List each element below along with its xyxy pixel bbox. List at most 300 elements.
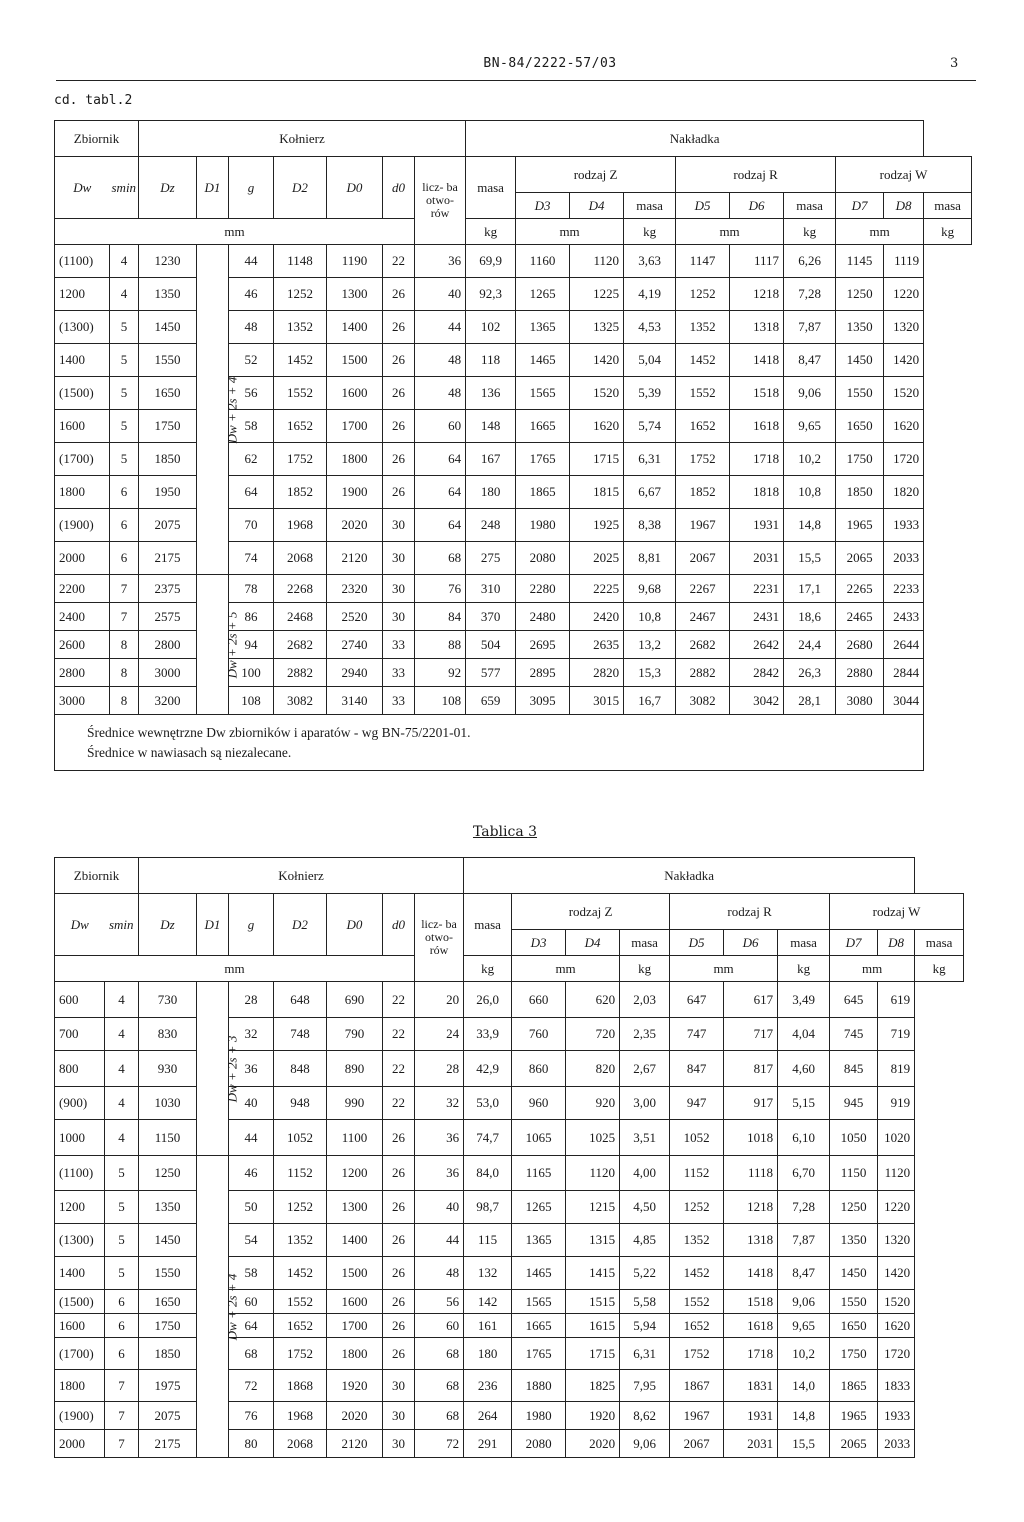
table-cell: 1550 bbox=[836, 377, 884, 410]
table-cell: 16,7 bbox=[624, 687, 676, 715]
table-cell: 4,60 bbox=[778, 1051, 830, 1087]
table-cell: 142 bbox=[464, 1290, 512, 1314]
table-cell: 264 bbox=[464, 1402, 512, 1430]
table-cell: 1931 bbox=[724, 1402, 778, 1430]
table-cell: 1650 bbox=[139, 377, 197, 410]
table-cell: 1868 bbox=[274, 1370, 327, 1402]
table-cell: 3082 bbox=[676, 687, 730, 715]
table-cell: 44 bbox=[229, 1120, 274, 1156]
table-cell: (900) bbox=[55, 1087, 105, 1120]
table-cell: 3080 bbox=[836, 687, 884, 715]
table-cell: 660 bbox=[512, 982, 566, 1018]
table-cell: 9,06 bbox=[784, 377, 836, 410]
table-cell: 1400 bbox=[55, 344, 110, 377]
table-cell: 1450 bbox=[830, 1257, 878, 1290]
table-cell: 720 bbox=[566, 1018, 620, 1051]
table-cell: 3015 bbox=[570, 687, 624, 715]
table-cell: 2068 bbox=[274, 542, 327, 575]
d1-formula-cell bbox=[197, 1156, 240, 1458]
table-cell: 26 bbox=[383, 311, 415, 344]
table-cell: 830 bbox=[139, 1018, 197, 1051]
table-cell: 2068 bbox=[274, 1430, 327, 1458]
table-cell: 26 bbox=[383, 443, 415, 476]
table-cell: 2882 bbox=[676, 659, 730, 687]
table-cell: 68 bbox=[415, 542, 466, 575]
table-cell: 845 bbox=[830, 1051, 878, 1087]
table-row bbox=[55, 509, 972, 542]
table-cell: 1030 bbox=[139, 1087, 197, 1120]
table-cell: 2468 bbox=[274, 603, 327, 631]
table-cell: 69,9 bbox=[466, 245, 516, 278]
table-cell: 3000 bbox=[55, 687, 110, 715]
table-cell: 1800 bbox=[55, 476, 110, 509]
table-cell: 1718 bbox=[730, 443, 784, 476]
table-cell: 26 bbox=[383, 1120, 415, 1156]
unit-mm-w: mm bbox=[836, 219, 924, 245]
header-d1: D1 bbox=[197, 157, 229, 219]
header-masa-w: masa bbox=[924, 193, 972, 219]
table-cell: 40 bbox=[415, 1191, 464, 1224]
table-cell: 719 bbox=[878, 1018, 915, 1051]
table-cell: 948 bbox=[274, 1087, 327, 1120]
table-cell: 730 bbox=[139, 982, 197, 1018]
table-cell: 54 bbox=[229, 1224, 274, 1257]
table-cell: 94 bbox=[229, 631, 274, 659]
t3-header-d2: D2 bbox=[274, 894, 327, 956]
table-cell: 920 bbox=[566, 1087, 620, 1120]
table-cell: 1565 bbox=[512, 1290, 566, 1314]
table-cell: (1900) bbox=[55, 509, 110, 542]
table-cell: 1215 bbox=[566, 1191, 620, 1224]
header-masa-z: masa bbox=[624, 193, 676, 219]
table-cell: 1967 bbox=[670, 1402, 724, 1430]
table-row bbox=[55, 1257, 964, 1290]
table-cell: 1650 bbox=[830, 1314, 878, 1338]
table-cell: 1415 bbox=[566, 1257, 620, 1290]
table-row bbox=[55, 278, 972, 311]
table-cell: 7,87 bbox=[784, 311, 836, 344]
table-cell: 6,70 bbox=[778, 1156, 830, 1191]
t3-unit-mm: mm bbox=[55, 956, 415, 982]
table-cell: 26 bbox=[383, 1224, 415, 1257]
table-cell: 48 bbox=[415, 344, 466, 377]
table-cell: 48 bbox=[415, 1257, 464, 1290]
table-cell: 2265 bbox=[836, 575, 884, 603]
table-cell: 1980 bbox=[512, 1402, 566, 1430]
table-cell: 40 bbox=[229, 1087, 274, 1120]
table-cell: 1200 bbox=[55, 278, 110, 311]
page-number: 3 bbox=[950, 56, 959, 71]
table-cell: 1350 bbox=[139, 1191, 197, 1224]
table-cell: 819 bbox=[878, 1051, 915, 1087]
table-cell: 1720 bbox=[884, 443, 924, 476]
table-cell: 1160 bbox=[516, 245, 570, 278]
table-cell: 36 bbox=[415, 245, 466, 278]
table-cell: 3095 bbox=[516, 687, 570, 715]
table-cell: 1552 bbox=[670, 1290, 724, 1314]
table-cell: 8,47 bbox=[784, 344, 836, 377]
table-cell: 990 bbox=[327, 1087, 383, 1120]
table-cell: 28 bbox=[229, 982, 274, 1018]
t3-header-d0-small: d0 bbox=[383, 894, 415, 956]
table-cell: 33 bbox=[383, 631, 415, 659]
table-cell: 22 bbox=[383, 1018, 415, 1051]
header-rule bbox=[56, 80, 976, 81]
table-cell: 2031 bbox=[730, 542, 784, 575]
table-cell: 56 bbox=[229, 377, 274, 410]
table-cell: 2000 bbox=[55, 542, 110, 575]
table-cell: 26 bbox=[383, 1257, 415, 1290]
table-cell: 2800 bbox=[55, 659, 110, 687]
table-cell: 26 bbox=[383, 1156, 415, 1191]
table-cell: 115 bbox=[464, 1224, 512, 1257]
table-2-continuation bbox=[54, 120, 972, 771]
table-cell: (1100) bbox=[55, 1156, 105, 1191]
table-cell: 1000 bbox=[55, 1120, 105, 1156]
table-row bbox=[55, 1402, 964, 1430]
table-cell: 1550 bbox=[139, 344, 197, 377]
header-smin: smin bbox=[110, 157, 139, 219]
table-cell: 48 bbox=[229, 311, 274, 344]
table-cell: 2268 bbox=[274, 575, 327, 603]
table-row bbox=[55, 476, 972, 509]
table-cell: 5,22 bbox=[620, 1257, 670, 1290]
table-cell: (1300) bbox=[55, 1224, 105, 1257]
table-cell: 5,74 bbox=[624, 410, 676, 443]
table-cell: 2280 bbox=[516, 575, 570, 603]
table-cell: 52 bbox=[229, 344, 274, 377]
table-cell: 5 bbox=[110, 311, 139, 344]
table-cell: 1550 bbox=[139, 1257, 197, 1290]
table-cell: 1552 bbox=[676, 377, 730, 410]
table-cell: 1520 bbox=[878, 1290, 915, 1314]
table-cell: 1618 bbox=[724, 1314, 778, 1338]
header-liczba: licz- ba otwo- rów bbox=[415, 157, 466, 245]
table-cell: 72 bbox=[229, 1370, 274, 1402]
table-cell: 2480 bbox=[516, 603, 570, 631]
table-cell: 60 bbox=[415, 1314, 464, 1338]
table-cell: 1550 bbox=[830, 1290, 878, 1314]
table-cell: 2740 bbox=[327, 631, 383, 659]
table-row bbox=[55, 542, 972, 575]
table-cell: 42,9 bbox=[464, 1051, 512, 1087]
table-cell: 28,1 bbox=[784, 687, 836, 715]
table-cell: 1752 bbox=[670, 1338, 724, 1370]
table-cell: 10,2 bbox=[778, 1338, 830, 1370]
t3-header-zbiornik: Zbiornik bbox=[55, 858, 139, 894]
t3-header-masa-w: masa bbox=[915, 930, 964, 956]
table-cell: 72 bbox=[415, 1430, 464, 1458]
table-cell: 4,50 bbox=[620, 1191, 670, 1224]
table-cell: 2520 bbox=[327, 603, 383, 631]
t3-header-rodzaj-r: rodzaj R bbox=[670, 894, 830, 930]
table-cell: 26 bbox=[383, 344, 415, 377]
table-cell: (1900) bbox=[55, 1402, 105, 1430]
table-cell: 4 bbox=[105, 1051, 139, 1087]
table-cell: 1352 bbox=[670, 1224, 724, 1257]
table-cell: 1452 bbox=[670, 1257, 724, 1290]
table-cell: 2844 bbox=[884, 659, 924, 687]
header-d7: D7 bbox=[836, 193, 884, 219]
table-cell: 1325 bbox=[570, 311, 624, 344]
table-cell: 1147 bbox=[676, 245, 730, 278]
table-cell: 1765 bbox=[516, 443, 570, 476]
table-cell: 2800 bbox=[139, 631, 197, 659]
table-cell: 647 bbox=[670, 982, 724, 1018]
table-cell: 1552 bbox=[274, 1290, 327, 1314]
table-cell: 2225 bbox=[570, 575, 624, 603]
table-cell: 44 bbox=[415, 311, 466, 344]
table-cell: 74,7 bbox=[464, 1120, 512, 1156]
table-cell: 1252 bbox=[670, 1191, 724, 1224]
table-cell: 1152 bbox=[670, 1156, 724, 1191]
table-cell: 930 bbox=[139, 1051, 197, 1087]
unit-mm-z: mm bbox=[516, 219, 624, 245]
table-cell: 1750 bbox=[830, 1338, 878, 1370]
table-cell: 2025 bbox=[570, 542, 624, 575]
table-cell: 817 bbox=[724, 1051, 778, 1087]
table-row bbox=[55, 344, 972, 377]
header-d0-small: d0 bbox=[383, 157, 415, 219]
table-3 bbox=[54, 857, 964, 1458]
table-cell: 1565 bbox=[516, 377, 570, 410]
table-cell: 1650 bbox=[836, 410, 884, 443]
table-cell: 17,1 bbox=[784, 575, 836, 603]
table-cell: 36 bbox=[415, 1120, 464, 1156]
table-cell: 1465 bbox=[516, 344, 570, 377]
table-cell: 1225 bbox=[570, 278, 624, 311]
table-cell: 33 bbox=[383, 659, 415, 687]
unit-mm-r: mm bbox=[676, 219, 784, 245]
table-cell: 860 bbox=[512, 1051, 566, 1087]
table-cell: 2695 bbox=[516, 631, 570, 659]
table-cell: 1018 bbox=[724, 1120, 778, 1156]
table-cell: 1300 bbox=[327, 278, 383, 311]
table-cell: 26,3 bbox=[784, 659, 836, 687]
t3-unit-mm-z: mm bbox=[512, 956, 620, 982]
table-cell: 30 bbox=[383, 1430, 415, 1458]
table-cell: 58 bbox=[229, 1257, 274, 1290]
t3-header-masa-z: masa bbox=[620, 930, 670, 956]
table-cell: 504 bbox=[466, 631, 516, 659]
table-cell: 1750 bbox=[836, 443, 884, 476]
table-cell: 1450 bbox=[139, 1224, 197, 1257]
table-cell: 2820 bbox=[570, 659, 624, 687]
table-cell: 960 bbox=[512, 1087, 566, 1120]
table-cell: (1700) bbox=[55, 1338, 105, 1370]
table-cell: 1350 bbox=[830, 1224, 878, 1257]
table-cell: 1420 bbox=[570, 344, 624, 377]
table-row bbox=[55, 1338, 964, 1370]
table-cell: 60 bbox=[415, 410, 466, 443]
table-cell: 76 bbox=[229, 1402, 274, 1430]
table-cell: 1100 bbox=[327, 1120, 383, 1156]
table-cell: 30 bbox=[383, 603, 415, 631]
table-cell: 648 bbox=[274, 982, 327, 1018]
header-dw: Dw bbox=[55, 157, 110, 219]
table-cell: 2120 bbox=[327, 1430, 383, 1458]
table-cell: 1965 bbox=[836, 509, 884, 542]
table-cell: 118 bbox=[466, 344, 516, 377]
table-cell: 577 bbox=[466, 659, 516, 687]
table-cell: 50 bbox=[229, 1191, 274, 1224]
table-cell: 2420 bbox=[570, 603, 624, 631]
table-row bbox=[55, 982, 964, 1018]
table-cell: 1865 bbox=[516, 476, 570, 509]
header-d4: D4 bbox=[570, 193, 624, 219]
table-cell: 1320 bbox=[878, 1224, 915, 1257]
table-cell: 1520 bbox=[884, 377, 924, 410]
table-cell: 1880 bbox=[512, 1370, 566, 1402]
table-cell: 1665 bbox=[512, 1314, 566, 1338]
table-cell: 3140 bbox=[327, 687, 383, 715]
table-cell: 1119 bbox=[884, 245, 924, 278]
table-cell: 1765 bbox=[512, 1338, 566, 1370]
table-cell: 84 bbox=[415, 603, 466, 631]
table-cell: 2233 bbox=[884, 575, 924, 603]
table-cell: 2467 bbox=[676, 603, 730, 631]
t3-header-d4: D4 bbox=[566, 930, 620, 956]
table-cell: 1933 bbox=[884, 509, 924, 542]
table-cell: 847 bbox=[670, 1051, 724, 1087]
table-cell: 800 bbox=[55, 1051, 105, 1087]
table-cell: 236 bbox=[464, 1370, 512, 1402]
table-row bbox=[55, 377, 972, 410]
table-cell: 1652 bbox=[274, 410, 327, 443]
table-cell: 945 bbox=[830, 1087, 878, 1120]
table-row bbox=[55, 1156, 964, 1191]
table-row bbox=[55, 1224, 964, 1257]
table-cell: 1400 bbox=[55, 1257, 105, 1290]
table-cell: 30 bbox=[383, 1402, 415, 1430]
table-cell: 30 bbox=[383, 542, 415, 575]
table-cell: 2031 bbox=[724, 1430, 778, 1458]
table-cell: 5 bbox=[105, 1257, 139, 1290]
table-cell: 132 bbox=[464, 1257, 512, 1290]
table-row bbox=[55, 1191, 964, 1224]
table-3-title: Tablica 3 bbox=[472, 824, 538, 840]
table-cell: 1450 bbox=[836, 344, 884, 377]
table-cell: 1700 bbox=[327, 1314, 383, 1338]
table-cell: 8,47 bbox=[778, 1257, 830, 1290]
table-cell: 1950 bbox=[139, 476, 197, 509]
d1-formula-cell bbox=[197, 982, 240, 1156]
table-cell: 8 bbox=[110, 631, 139, 659]
table-cell: 620 bbox=[566, 982, 620, 1018]
table-cell: 30 bbox=[383, 1370, 415, 1402]
header-masa: masa bbox=[466, 157, 516, 219]
table-cell: 6 bbox=[105, 1338, 139, 1370]
t3-header-d0: D0 bbox=[327, 894, 383, 956]
table-cell: 148 bbox=[466, 410, 516, 443]
table-cell: 36 bbox=[229, 1051, 274, 1087]
table-cell: 2882 bbox=[274, 659, 327, 687]
table-cell: 6 bbox=[105, 1314, 139, 1338]
table-cell: 919 bbox=[878, 1087, 915, 1120]
t3-unit-kg-w: kg bbox=[915, 956, 964, 982]
table-cell: 26 bbox=[383, 377, 415, 410]
table-row bbox=[55, 1087, 964, 1120]
d1-formula: Dw + 2s + 4 bbox=[224, 376, 240, 443]
table-cell: 291 bbox=[464, 1430, 512, 1458]
table-cell: 7 bbox=[105, 1430, 139, 1458]
table-cell: 1165 bbox=[512, 1156, 566, 1191]
table-row bbox=[55, 443, 972, 476]
table-cell: 7,87 bbox=[778, 1224, 830, 1257]
table-cell: 645 bbox=[830, 982, 878, 1018]
table-cell: 68 bbox=[415, 1402, 464, 1430]
table-cell: 3200 bbox=[139, 687, 197, 715]
table-cell: 1318 bbox=[730, 311, 784, 344]
table-cell: 1150 bbox=[830, 1156, 878, 1191]
table-cell: 2020 bbox=[327, 509, 383, 542]
table-cell: 2575 bbox=[139, 603, 197, 631]
table-cell: 1752 bbox=[676, 443, 730, 476]
table-cell: 6,31 bbox=[620, 1338, 670, 1370]
table-cell: 8,81 bbox=[624, 542, 676, 575]
table-cell: 15,5 bbox=[784, 542, 836, 575]
table-cell: 1931 bbox=[730, 509, 784, 542]
table-cell: 26 bbox=[383, 476, 415, 509]
table-cell: 7 bbox=[105, 1402, 139, 1430]
table-row bbox=[55, 1290, 964, 1314]
table-cell: 1967 bbox=[676, 509, 730, 542]
header-masa-r: masa bbox=[784, 193, 836, 219]
table-cell: 1365 bbox=[512, 1224, 566, 1257]
table-cell: 1820 bbox=[884, 476, 924, 509]
table-cell: 98,7 bbox=[464, 1191, 512, 1224]
table-cell: 1520 bbox=[570, 377, 624, 410]
table-cell: 3,51 bbox=[620, 1120, 670, 1156]
table-cell: 1752 bbox=[274, 443, 327, 476]
table-cell: 9,06 bbox=[778, 1290, 830, 1314]
table-cell: 64 bbox=[229, 1314, 274, 1338]
table-cell: 1600 bbox=[55, 410, 110, 443]
table-cell: 2000 bbox=[55, 1430, 105, 1458]
table-cell: 26 bbox=[383, 1191, 415, 1224]
table-cell: 2175 bbox=[139, 1430, 197, 1458]
header-g: g bbox=[229, 157, 274, 219]
table-cell: 1252 bbox=[274, 278, 327, 311]
table-cell: 1750 bbox=[139, 1314, 197, 1338]
table-cell: 820 bbox=[566, 1051, 620, 1087]
table-cell: 700 bbox=[55, 1018, 105, 1051]
table-cell: 2080 bbox=[516, 542, 570, 575]
table-cell: 70 bbox=[229, 509, 274, 542]
table-cell: 68 bbox=[415, 1338, 464, 1370]
table-cell: 3000 bbox=[139, 659, 197, 687]
table-cell: 1418 bbox=[730, 344, 784, 377]
t3-header-dz: Dz bbox=[139, 894, 197, 956]
table-cell: 4 bbox=[110, 245, 139, 278]
header-nakladka: Nakładka bbox=[466, 121, 924, 157]
table-cell: (1100) bbox=[55, 245, 110, 278]
table-cell: 1120 bbox=[878, 1156, 915, 1191]
table-cell: 1825 bbox=[566, 1370, 620, 1402]
table-cell: 600 bbox=[55, 982, 105, 1018]
table-cell: 68 bbox=[415, 1370, 464, 1402]
table-cell: 4 bbox=[105, 1087, 139, 1120]
t3-header-d6: D6 bbox=[724, 930, 778, 956]
table-cell: 2075 bbox=[139, 1402, 197, 1430]
table-cell: 14,8 bbox=[778, 1402, 830, 1430]
table-cell: 2682 bbox=[274, 631, 327, 659]
table-cell: 2680 bbox=[836, 631, 884, 659]
table-cell: 310 bbox=[466, 575, 516, 603]
table-cell: 1833 bbox=[878, 1370, 915, 1402]
table-cell: 44 bbox=[229, 245, 274, 278]
table-cell: 64 bbox=[415, 443, 466, 476]
